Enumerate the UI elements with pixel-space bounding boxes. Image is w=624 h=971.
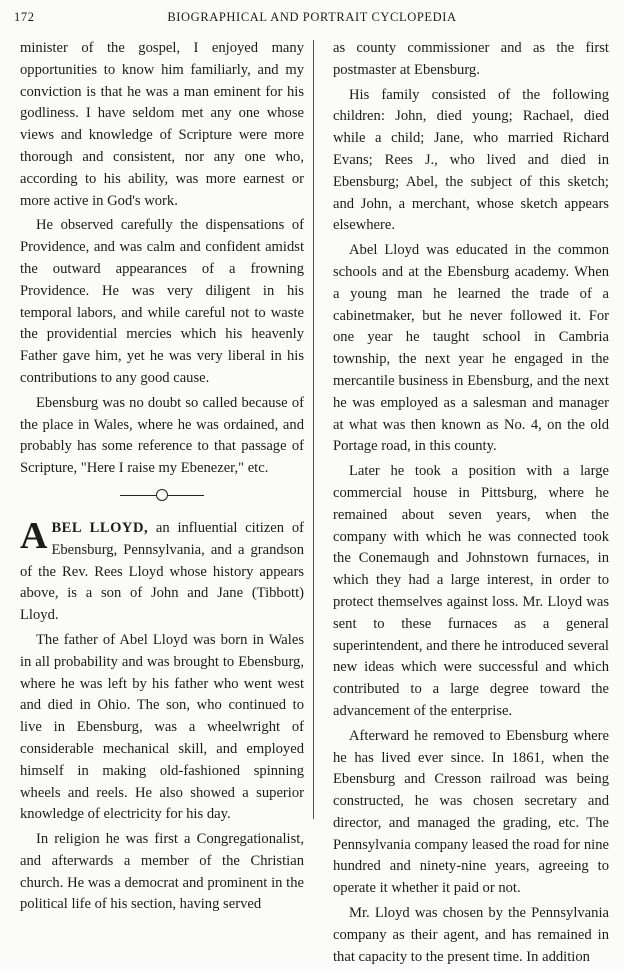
running-title: BIOGRAPHICAL AND PORTRAIT CYCLOPEDIA [167, 10, 457, 24]
intro-text: an influential citizen of Ebensburg, Pennsylvania, and a grandson of the Rev. Rees Lloyd whose history appears above, is a son of John and Jane (Tibbott) Lloyd. [20, 519, 304, 624]
paragraph: His family consisted of the following children: John, died young; Rachael, died while a child; Jane, who married Richard Evans; Rees J., who lived and died in Ebensburg; Abel, the subject of this sketch; and John, a merchant, whose sketch appears elsewhere. [333, 86, 609, 234]
right-column [333, 38, 609, 971]
subject-name: BEL LLOYD, [51, 519, 149, 536]
paragraph: The father of Abel Lloyd was born in Wales in all probability and was brought to Ebensburg, where he was left by his father who went west and died in Ohio. The son, who continued to live in Ebensburg, was a wheelwright of considerable mechanical skill, and employed himself in making old-fashioned spinning wheels and reels. He also showed a superior knowledge of electricity for his day. [20, 631, 304, 823]
paragraph: Abel Lloyd was educated in the common schools and at the Ebensburg academy. When a young man he learned the trade of a cabinetmaker, but he never followed it. For one year he taught school in Cambria township, the next year he engaged in the mercantile business in Ebensburg, and the next he was employed as a salesman and manager at what was then known as No. 4, on the old Portage road, in this county. [333, 242, 609, 455]
left-column [20, 38, 304, 919]
separator-ornament [156, 489, 168, 501]
paragraph: Afterward he removed to Ebensburg where he has lived ever since. In 1861, when the Ebensburg and Cresson railroad was being constructed, he was chosen secretary and director, and managed the grading, etc. The Pennsylvania company leased the road for nine hundred and ninety-nine years, agreeing to operate it whether it paid or not. [333, 727, 609, 897]
running-header [14, 10, 610, 30]
paragraph: Ebensburg was no doubt so called because of the place in Wales, where he was ordained, and probably has some reference to that passage of Scripture, "Here I raise my Ebenezer," etc. [20, 394, 304, 477]
drop-cap: A [20, 514, 48, 557]
page-number: 172 [14, 10, 35, 24]
paragraph: minister of the gospel, I enjoyed many opportunities to know him familiarly, and my conviction is that he was a man eminent for his godliness. I have seldom met any one whose views and knowledge of Scripture were more thorough and consistent, nor any one who, according to his ability, was more earnest or more active in God's work. [20, 40, 304, 209]
paragraph: Later he took a position with a large commercial house in Pittsburg, where he remained about seven years, when the company with which he was connected took the Conemaugh and Johnstown furnaces, in which they had a large interest, in order to protect themselves against loss. Mr. Lloyd was sent to these furnaces as a general superintendent, and there he introduced several new ideas which were successful and which contributed to a large degree toward the advancement of the enterprise. [333, 463, 609, 719]
paragraph: In religion he was first a Congregationalist, and afterwards a member of the Christian church. He was a democrat and prominent in the political life of his section, having served [20, 831, 304, 913]
section-separator [20, 484, 304, 508]
biography-intro [20, 514, 304, 627]
paragraph: He observed carefully the dispensations of Providence, and was calm and confident amidst the outward appearances of a frowning Providence. He was very diligent in his temporal labors, and while careful not to waste the providential mercies which his heavenly Father gave him, yet he was very liberal in his contributions to any good cause. [20, 217, 304, 386]
paragraph: Mr. Lloyd was chosen by the Pennsylvania company as their agent, and has remained in that capacity to the present time. In addition [333, 905, 609, 965]
paragraph: as county commissioner and as the first postmaster at Ebensburg. [333, 40, 609, 78]
column-divider [313, 40, 314, 819]
